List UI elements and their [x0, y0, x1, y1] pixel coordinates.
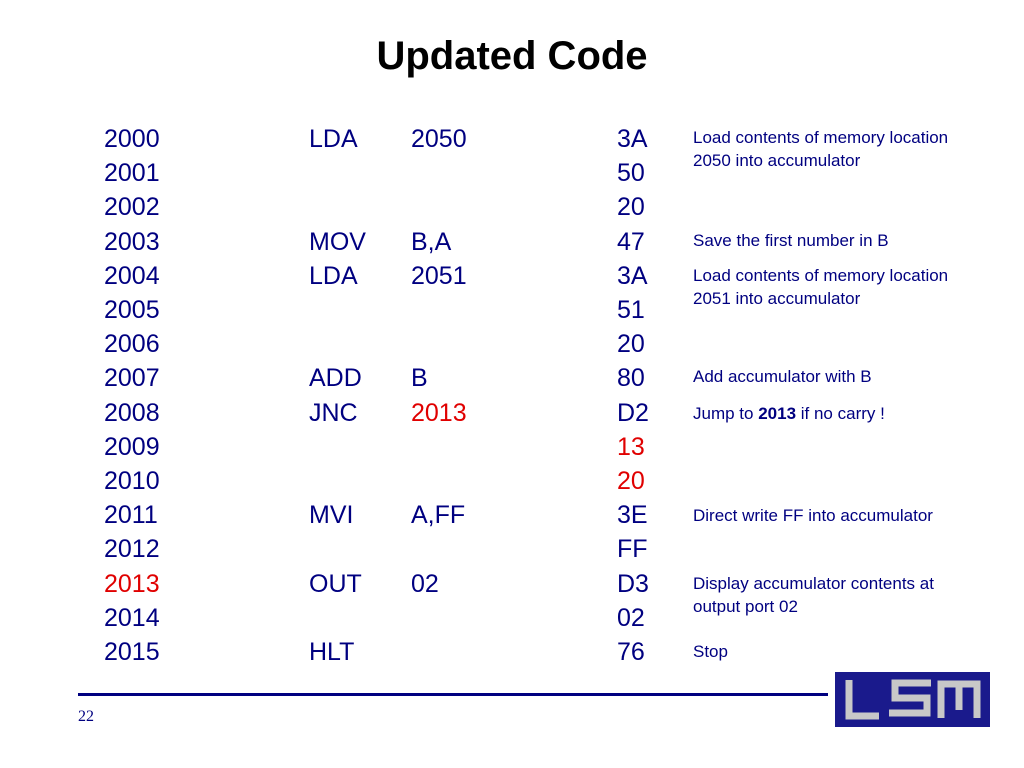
lsm-logo [835, 672, 990, 727]
operand-cell: 2050 [411, 125, 467, 153]
mnemonic-cell: ADD [309, 364, 362, 393]
operand-cell: A,FF [411, 501, 466, 530]
comment-2011: Direct write FF into accumulator [693, 506, 933, 525]
operand-cell: 2013 [411, 398, 467, 427]
hex-cell: 20 [617, 193, 645, 222]
comment-2004: Load contents of memory location 2051 into accumulator [693, 266, 949, 308]
operand-cell: 02 [411, 569, 439, 598]
hex-cell: 47 [617, 227, 645, 256]
hex-cell: 3E [617, 501, 648, 530]
comment-2008-target: 2013 [758, 404, 797, 423]
mnemonic-cell: OUT [309, 569, 362, 598]
hex-cell: 13 [617, 432, 645, 461]
footer-divider [78, 693, 828, 696]
comment-2015: Stop [693, 642, 728, 661]
mnemonic-cell: LDA [309, 261, 358, 290]
hex-cell: 3A [617, 261, 648, 290]
hex-cell: FF [617, 535, 648, 564]
comment-2013: Display accumulator contents at output port 02 [693, 574, 934, 616]
hex-cell: 76 [617, 638, 645, 666]
address-cell: 2011 [104, 501, 158, 530]
address-cell: 2009 [104, 432, 160, 461]
mnemonic-cell: MVI [309, 501, 354, 530]
hex-cell: D3 [617, 569, 649, 598]
address-cell: 2005 [104, 296, 160, 324]
address-cell: 2000 [104, 125, 160, 153]
hex-cell: 50 [617, 159, 645, 188]
comment-2008-post: if no carry ! [796, 404, 885, 423]
hex-cell: 80 [617, 364, 645, 393]
address-cell: 2006 [104, 330, 160, 359]
address-cell: 2007 [104, 364, 160, 393]
operand-cell: 2051 [411, 261, 467, 290]
address-cell: 2008 [104, 398, 160, 427]
hex-cell: 20 [617, 330, 645, 359]
mnemonic-cell: JNC [309, 398, 358, 427]
address-cell: 2004 [104, 261, 160, 290]
hex-cell: D2 [617, 398, 649, 427]
mnemonic-cell: LDA [309, 125, 358, 153]
slide-title: Updated Code [376, 34, 648, 78]
address-cell: 2003 [104, 227, 160, 256]
address-cell: 2001 [104, 159, 160, 188]
page-number: 22 [78, 708, 94, 725]
hex-cell: 3A [617, 125, 648, 153]
address-cell: 2010 [104, 467, 160, 495]
comment-2007: Add accumulator with B [693, 367, 872, 386]
address-cell: 2015 [104, 638, 160, 666]
comment-2000: Load contents of memory location 2050 into accumulator [693, 128, 949, 170]
address-cell: 2012 [104, 535, 160, 564]
address-cell: 2002 [104, 193, 160, 222]
address-cell: 2013 [104, 569, 160, 598]
hex-cell: 51 [617, 296, 645, 324]
mnemonic-cell: MOV [309, 227, 366, 256]
operand-cell: B,A [411, 227, 452, 256]
hex-cell: 20 [617, 467, 645, 495]
comment-2003: Save the first number in B [693, 231, 889, 250]
operand-cell: B [411, 364, 428, 393]
comment-2008-pre: Jump to [693, 404, 759, 423]
comment-2008 [693, 402, 983, 425]
address-cell: 2014 [104, 603, 160, 632]
mnemonic-cell: HLT [309, 638, 355, 666]
hex-cell: 02 [617, 603, 645, 632]
